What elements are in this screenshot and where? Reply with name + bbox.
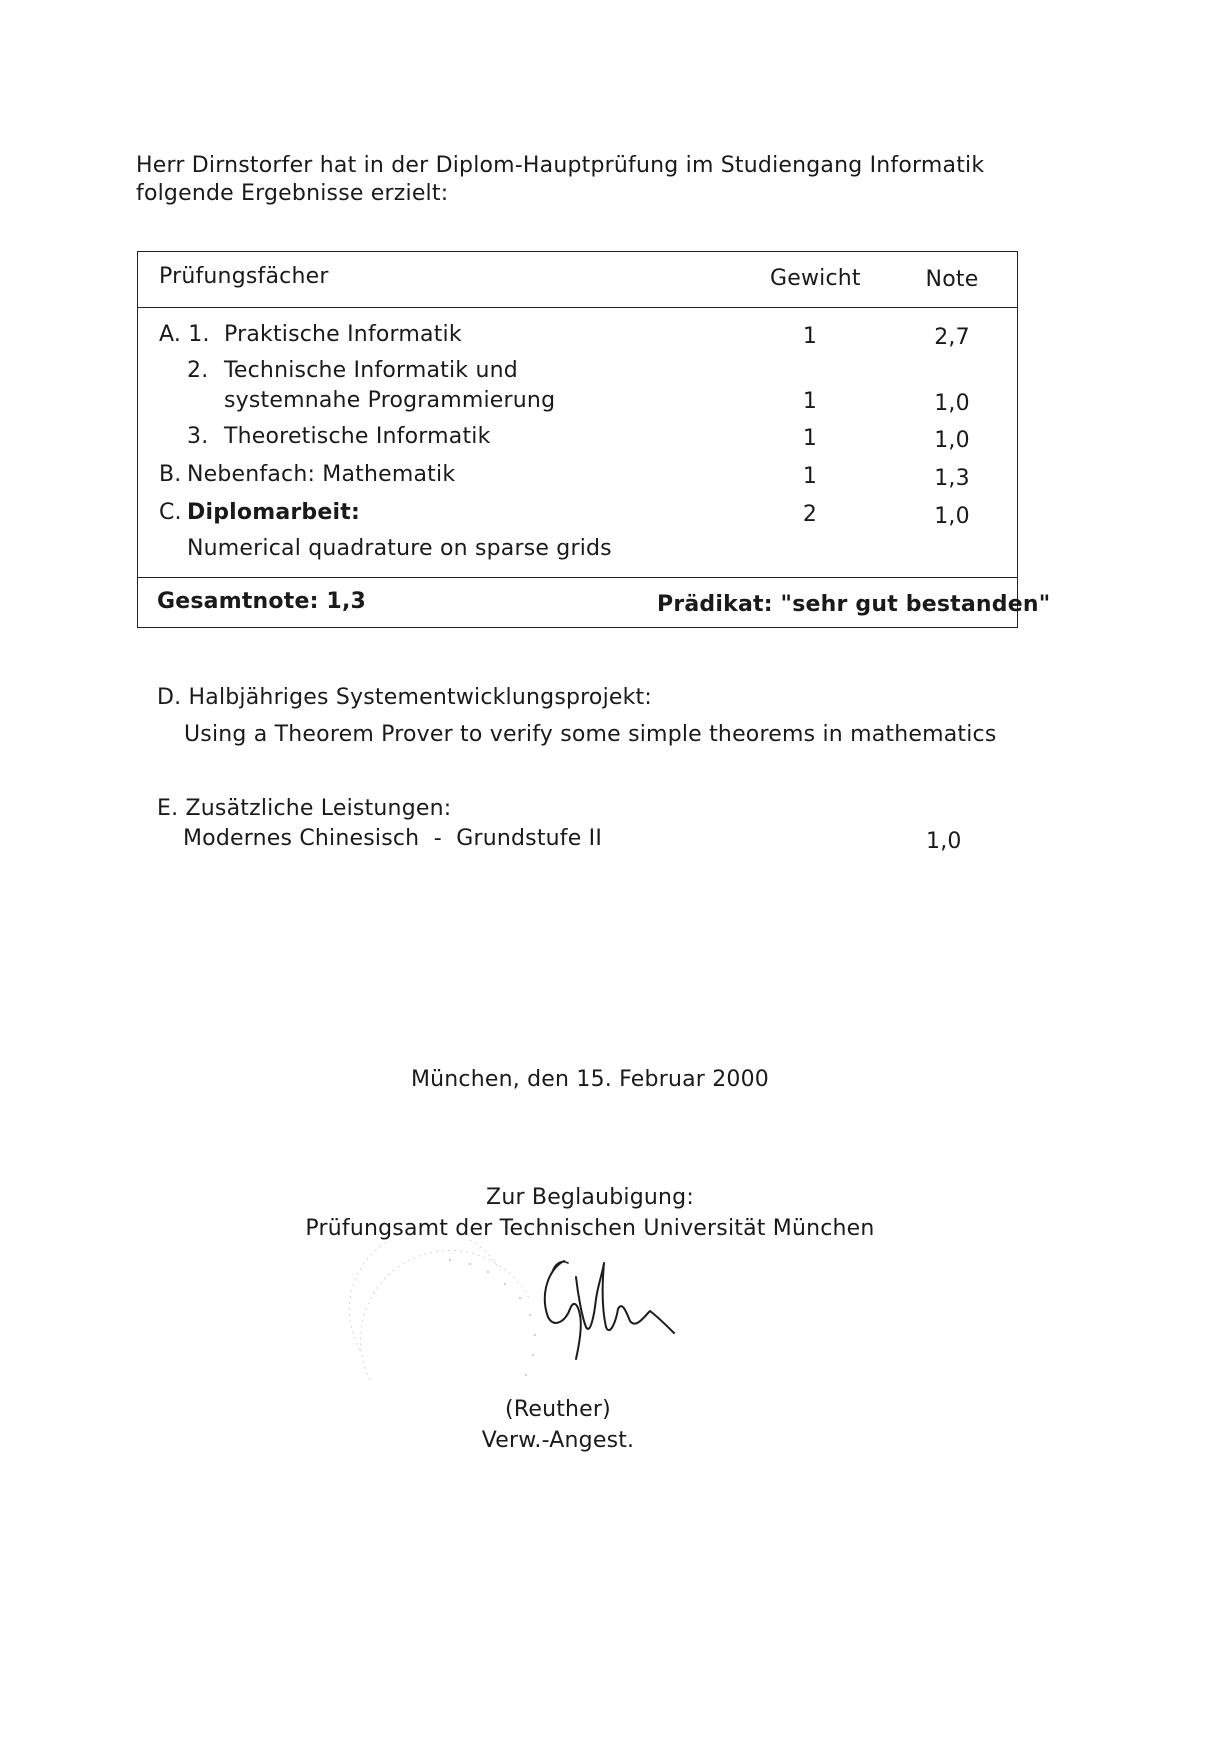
row-grade: 1,0 bbox=[934, 428, 970, 453]
row-grade: 1,3 bbox=[934, 466, 970, 491]
results-table bbox=[137, 251, 1051, 628]
seal-impression bbox=[330, 1240, 550, 1420]
thesis-title: Numerical quadrature on sparse grids bbox=[187, 536, 612, 561]
footer-divider bbox=[138, 577, 1017, 578]
header-subjects: Prüfungsfächer bbox=[159, 264, 329, 289]
row-subject: Technische Informatik und bbox=[224, 358, 518, 383]
section-d-text: Using a Theorem Prover to verify some simple theorems in mathematics bbox=[184, 722, 997, 747]
place-date: München, den 15. Februar 2000 bbox=[410, 1067, 770, 1092]
row-subject-continued: systemnahe Programmierung bbox=[224, 388, 556, 413]
signature bbox=[540, 1255, 690, 1375]
row-prefix: C. bbox=[159, 500, 182, 525]
section-e-grade: 1,0 bbox=[926, 829, 962, 854]
intro-paragraph bbox=[136, 152, 984, 208]
overall-grade: Gesamtnote: 1,3 bbox=[157, 589, 367, 614]
signatory-title: Verw.-Angest. bbox=[481, 1428, 635, 1453]
row-subject: Theoretische Informatik bbox=[224, 424, 491, 449]
row-subject: Diplomarbeit: bbox=[187, 500, 360, 525]
row-prefix: 3. bbox=[187, 424, 209, 449]
signatory-name: (Reuther) bbox=[505, 1397, 611, 1422]
row-weight: 1 bbox=[802, 426, 818, 451]
predicate: Prädikat: "sehr gut bestanden" bbox=[657, 592, 1051, 617]
row-grade: 1,0 bbox=[934, 504, 970, 529]
header-weight: Gewicht bbox=[770, 266, 861, 291]
row-prefix: A. 1. bbox=[159, 322, 210, 347]
row-prefix: 2. bbox=[187, 358, 209, 383]
certification-heading: Zur Beglaubigung: bbox=[486, 1185, 694, 1210]
certification-office: Prüfungsamt der Technischen Universität München bbox=[305, 1216, 875, 1241]
intro-line-1: Herr Dirnstorfer hat in der Diplom-Hauptprüfung im Studiengang Informatik bbox=[136, 153, 985, 178]
header-grade: Note bbox=[925, 267, 979, 292]
row-subject: Praktische Informatik bbox=[224, 322, 462, 347]
section-e-item: Modernes Chinesisch - Grundstufe II bbox=[183, 826, 603, 851]
row-weight: 1 bbox=[802, 464, 818, 489]
row-weight: 2 bbox=[802, 502, 818, 527]
header-divider bbox=[138, 307, 1017, 308]
row-grade: 1,0 bbox=[934, 391, 970, 416]
row-grade: 2,7 bbox=[934, 325, 970, 350]
row-prefix: B. bbox=[159, 462, 182, 487]
intro-line-2: folgende Ergebnisse erzielt: bbox=[136, 181, 449, 206]
section-e-heading: E. Zusätzliche Leistungen: bbox=[157, 796, 452, 821]
section-d-heading: D. Halbjähriges Systementwicklungsprojekt: bbox=[157, 685, 652, 710]
row-weight: 1 bbox=[802, 389, 818, 414]
row-weight: 1 bbox=[802, 324, 818, 349]
row-subject: Nebenfach: Mathematik bbox=[187, 462, 456, 487]
